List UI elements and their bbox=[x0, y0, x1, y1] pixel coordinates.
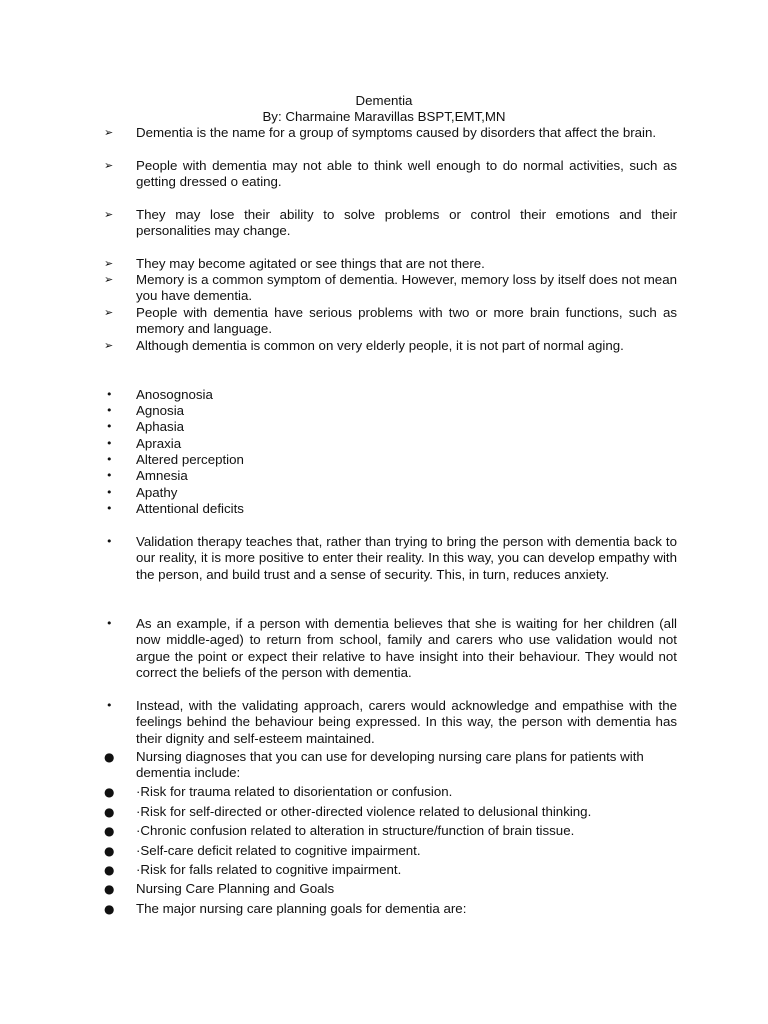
list-item-text: People with dementia have serious problems with two or more brain functions, such as memory and language. bbox=[136, 305, 677, 337]
arrow-list-item bbox=[104, 158, 677, 191]
dot-list-item bbox=[104, 419, 677, 435]
disc-bullet-icon: ● bbox=[104, 882, 115, 896]
disc-bullet-icon: ● bbox=[104, 805, 115, 819]
list-item-text: Although dementia is common on very elderly people, it is not part of normal aging. bbox=[136, 338, 624, 353]
dot-bullet-icon: • bbox=[106, 404, 113, 417]
arrow-list-item bbox=[104, 207, 677, 240]
dot-bullet-icon: • bbox=[106, 535, 113, 548]
disc-bullet-icon: ● bbox=[104, 824, 115, 838]
disc-list-item bbox=[104, 804, 677, 820]
list-item-text: ·Risk for falls related to cognitive impairment. bbox=[136, 862, 402, 877]
list-item-text: ·Risk for self-directed or other-directed violence related to delusional thinking. bbox=[136, 804, 592, 819]
dot-bullet-icon: • bbox=[106, 453, 113, 466]
dot-list-item bbox=[104, 387, 677, 403]
disc-bullet-icon: ● bbox=[104, 750, 115, 764]
disc-bullet-icon: ● bbox=[104, 902, 115, 916]
arrow-list-item bbox=[104, 272, 677, 305]
disc-list-item bbox=[104, 862, 677, 878]
document-title: Dementia bbox=[355, 93, 413, 108]
list-item-text: The major nursing care planning goals for dementia are: bbox=[136, 901, 467, 916]
disc-bullet-icon: ● bbox=[104, 844, 115, 858]
list-item-text: Agnosia bbox=[136, 403, 185, 418]
list-item-text: Anosognosia bbox=[136, 387, 213, 402]
paragraph-item bbox=[104, 534, 677, 583]
dot-bullet-icon: • bbox=[106, 617, 113, 630]
list-item-text: Amnesia bbox=[136, 468, 188, 483]
dot-bullet-icon: • bbox=[106, 388, 113, 401]
disc-bullet-icon: ● bbox=[104, 785, 115, 799]
list-item-text: Altered perception bbox=[136, 452, 244, 467]
list-item-text: They may become agitated or see things that are not there. bbox=[136, 256, 485, 271]
arrow-bullet-icon: ➢ bbox=[104, 126, 114, 139]
list-item-text: Apathy bbox=[136, 485, 178, 500]
arrow-bullet-icon: ➢ bbox=[104, 257, 114, 270]
disc-list-item bbox=[104, 749, 677, 782]
list-item-text: Aphasia bbox=[136, 419, 185, 434]
paragraph-text: Validation therapy teaches that, rather than trying to bring the person with dementia back to our reality, it is more positive to enter their reality. In this way, you can develop empathy with the person, and build trust and a sense of security. This, in turn, reduces anxiety. bbox=[136, 534, 677, 582]
paragraph-text: As an example, if a person with dementia believes that she is waiting for her children (all now middle-aged) to return from school, family and carers who use validation would not argue the point or expect their relative to have insight into their behaviour. They would not correct the beliefs of the person with dementia. bbox=[136, 616, 677, 680]
disc-list-item bbox=[104, 843, 677, 859]
arrow-list-item bbox=[104, 338, 677, 354]
list-item-text: ·Risk for trauma related to disorientation or confusion. bbox=[136, 784, 453, 799]
paragraph-item bbox=[104, 616, 677, 681]
dot-list-item bbox=[104, 452, 677, 468]
dot-list-item bbox=[104, 485, 677, 501]
arrow-bullet-icon: ➢ bbox=[104, 208, 114, 221]
list-item-text: ·Self-care deficit related to cognitive impairment. bbox=[136, 843, 421, 858]
list-item-text: Nursing diagnoses that you can use for developing nursing care plans for patients with dementia include: bbox=[136, 749, 644, 781]
arrow-list-item bbox=[104, 125, 677, 141]
disc-list-item bbox=[104, 823, 677, 839]
dot-list-item bbox=[104, 403, 677, 419]
dot-bullet-icon: • bbox=[106, 437, 113, 450]
list-item-text: Dementia is the name for a group of symptoms caused by disorders that affect the brain. bbox=[136, 125, 657, 140]
list-item-text: Apraxia bbox=[136, 436, 182, 451]
disc-list-item bbox=[104, 784, 677, 800]
arrow-list-item bbox=[104, 305, 677, 338]
dot-bullet-icon: • bbox=[106, 420, 113, 433]
list-item-text: People with dementia may not able to think well enough to do normal activities, such as getting dressed o eating. bbox=[136, 158, 677, 190]
paragraph-item bbox=[104, 698, 677, 747]
list-item-text: Attentional deficits bbox=[136, 501, 244, 516]
dot-bullet-icon: • bbox=[106, 502, 113, 515]
list-item-text: ·Chronic confusion related to alteration in structure/function of brain tissue. bbox=[136, 823, 575, 838]
dot-bullet-icon: • bbox=[106, 469, 113, 482]
list-item-text: Nursing Care Planning and Goals bbox=[136, 881, 335, 896]
arrow-list-item bbox=[104, 256, 677, 272]
arrow-bullet-icon: ➢ bbox=[104, 273, 114, 286]
paragraph-text: Instead, with the validating approach, carers would acknowledge and empathise with the feelings behind the behaviour being expressed. In this way, the person with dementia has their dignity and self-esteem maintained. bbox=[136, 698, 677, 746]
arrow-bullet-icon: ➢ bbox=[104, 159, 114, 172]
dot-bullet-icon: • bbox=[106, 486, 113, 499]
arrow-bullet-icon: ➢ bbox=[104, 306, 114, 319]
list-item-text: Memory is a common symptom of dementia. However, memory loss by itself does not mean you have dementia. bbox=[136, 272, 677, 304]
document-byline: By: Charmaine Maravillas BSPT,EMT,MN bbox=[262, 109, 506, 124]
arrow-bullet-icon: ➢ bbox=[104, 339, 114, 352]
list-item-text: They may lose their ability to solve problems or control their emotions and their personalities may change. bbox=[136, 207, 677, 239]
dot-bullet-icon: • bbox=[106, 699, 113, 712]
dot-list-item bbox=[104, 468, 677, 484]
dot-list-item bbox=[104, 436, 677, 452]
disc-list-item bbox=[104, 901, 677, 917]
disc-list-item bbox=[104, 881, 677, 897]
dot-list-item bbox=[104, 501, 677, 517]
disc-bullet-icon: ● bbox=[104, 863, 115, 877]
